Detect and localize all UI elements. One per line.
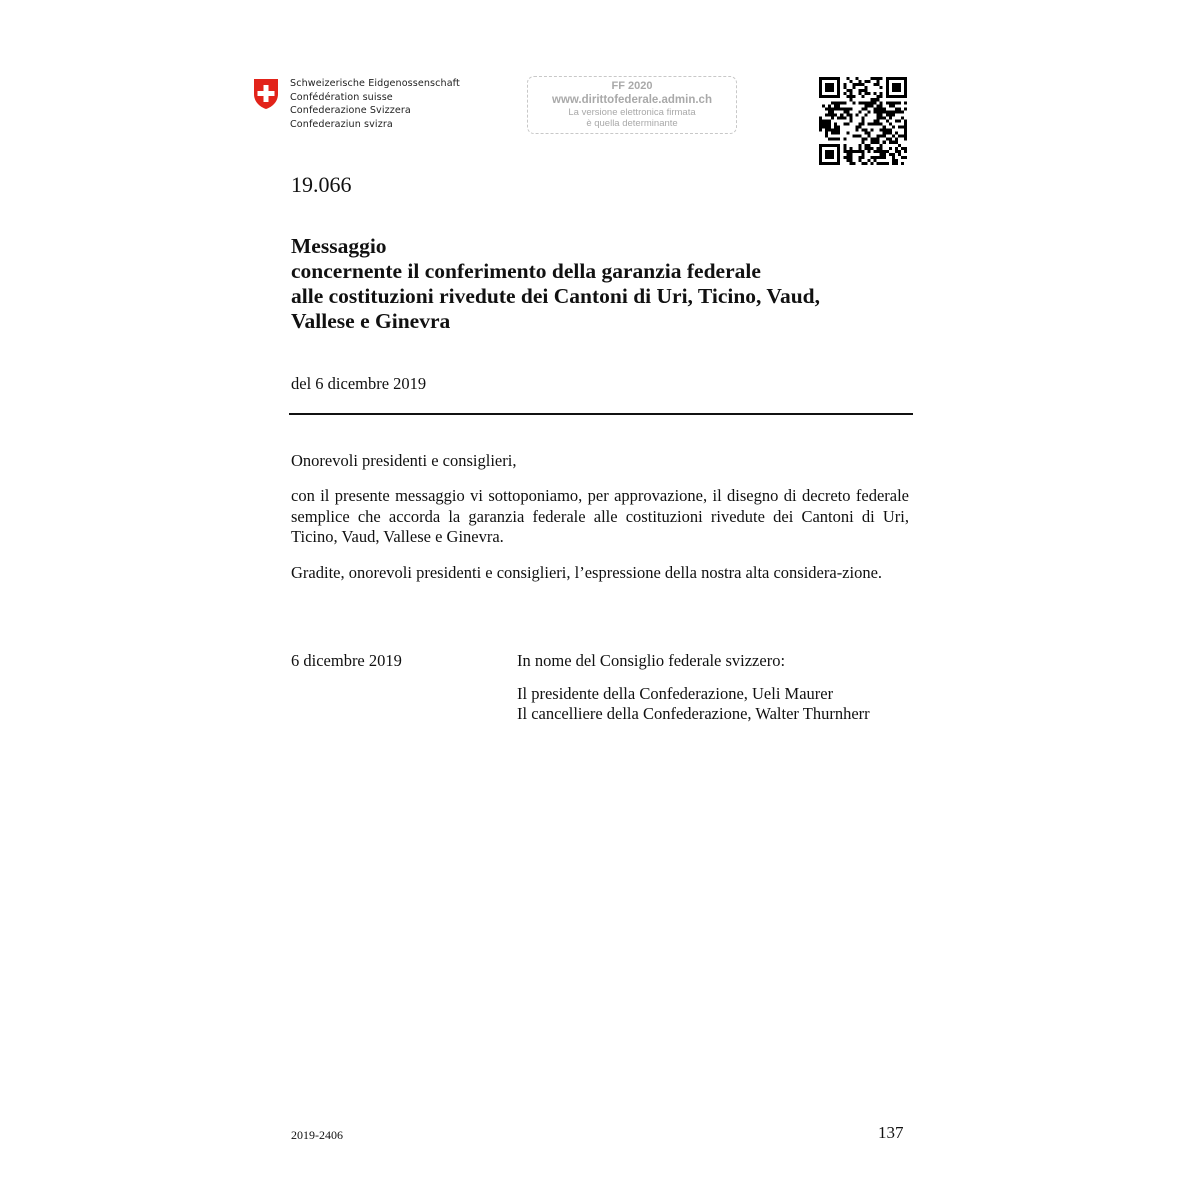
body-paragraph: con il presente messaggio vi sottoponiamo, per approvazione, il disegno di decreto federale semplice che accorda la garanzia federale alle costituzioni rivedute dei Cantoni di Uri, Ticino, Vaud, Vallese e Ginevra. (291, 486, 909, 546)
qr-code-icon (819, 77, 907, 165)
confederation-rm: Confederaziun svizra (290, 118, 393, 130)
signature-chancellor: Il cancelliere della Confederazione, Walter Thurnherr (517, 704, 870, 723)
signature-on-behalf: In nome del Consiglio federale svizzero: (517, 651, 786, 670)
document-title (291, 234, 911, 334)
title-line: alle costituzioni rivedute dei Cantoni di Uri, Ticino, Vaud, (291, 284, 821, 308)
title-line: concernente il conferimento della garanzia federale (291, 259, 761, 283)
swiss-cross-icon (252, 78, 280, 110)
confederation-fr: Confédération suisse (290, 91, 393, 103)
title-line: Messaggio (291, 234, 387, 258)
title-line: Vallese e Ginevra (291, 309, 451, 333)
document-code: 2019-2406 (291, 1128, 343, 1142)
signature-stamp (527, 76, 737, 134)
closing-paragraph: Gradite, onorevoli presidenti e consiglieri, l’espressione della nostra alta considera-zione. (291, 563, 883, 582)
signature-date: 6 dicembre 2019 (291, 651, 402, 670)
confederation-name (290, 77, 460, 131)
page-number: 137 (878, 1123, 904, 1142)
stamp-note-2: è quella determinante (586, 118, 678, 129)
stamp-note-1: La versione elettronica firmata (568, 107, 696, 118)
confederation-de: Schweizerische Eidgenossenschaft (290, 78, 460, 89)
salutation: Onorevoli presidenti e consiglieri, (291, 451, 517, 470)
signature-president: Il presidente della Confederazione, Ueli Maurer (517, 684, 834, 703)
divider (289, 413, 913, 415)
document-number: 19.066 (291, 172, 352, 197)
stamp-ff: FF 2020 (611, 80, 653, 92)
confederation-it: Confederazione Svizzera (290, 105, 411, 117)
stamp-url[interactable]: www.dirittofederale.admin.ch (552, 94, 712, 106)
document-date: del 6 dicembre 2019 (291, 374, 427, 393)
